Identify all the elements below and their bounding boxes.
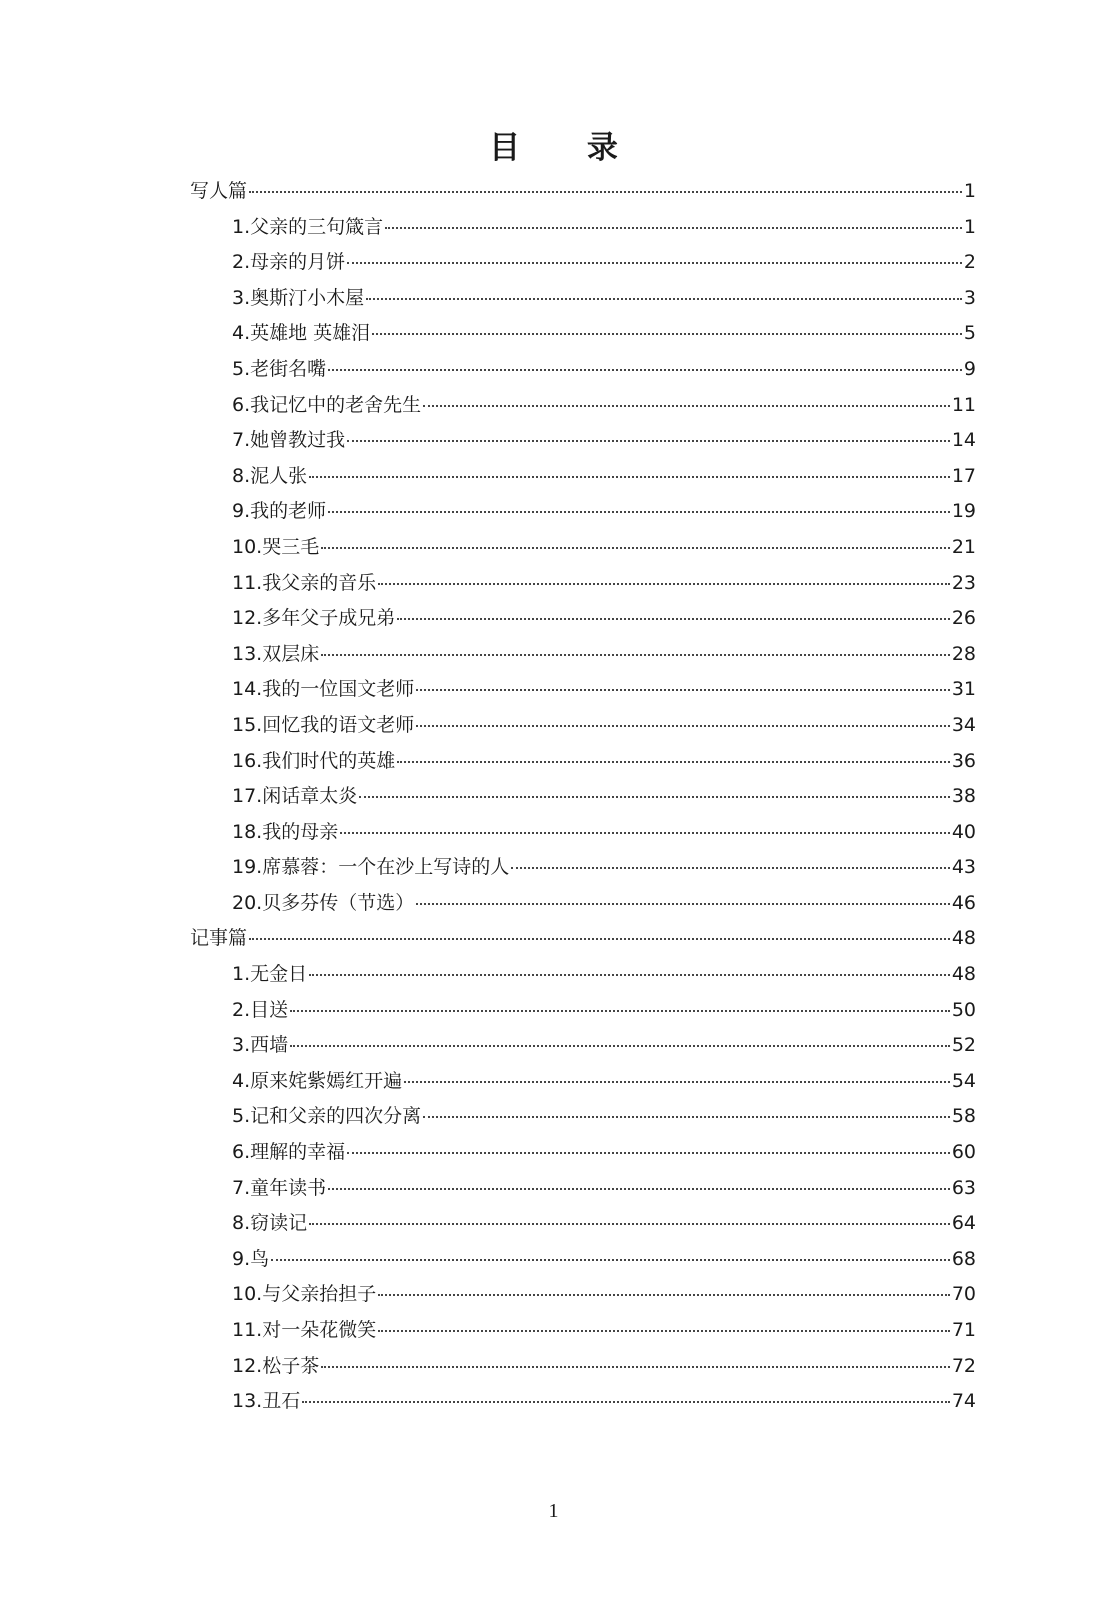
toc-page-number: 74 xyxy=(951,1390,976,1413)
toc-page-number: 34 xyxy=(951,713,976,736)
toc-item[interactable] xyxy=(190,1028,976,1064)
dot-leader xyxy=(416,724,950,727)
toc-page-number: 70 xyxy=(951,1283,976,1306)
dot-leader xyxy=(328,510,950,513)
toc-label: 10.与父亲抬担子 xyxy=(232,1283,377,1306)
toc-page-number: 26 xyxy=(951,607,976,630)
toc-section[interactable] xyxy=(190,174,976,210)
dot-leader xyxy=(347,1151,950,1154)
toc-item[interactable] xyxy=(190,957,976,993)
toc-item[interactable] xyxy=(190,993,976,1029)
toc-label: 12.多年父子成兄弟 xyxy=(232,607,396,630)
toc-page-number: 60 xyxy=(951,1141,976,1164)
toc-label: 9.鸟 xyxy=(232,1247,270,1270)
toc-item[interactable] xyxy=(190,352,976,388)
dot-leader xyxy=(249,190,962,193)
dot-leader xyxy=(328,368,962,371)
toc-page-number: 14 xyxy=(951,429,976,452)
toc-label: 1.父亲的三句箴言 xyxy=(232,215,384,238)
dot-leader xyxy=(385,226,962,229)
dot-leader xyxy=(511,866,950,869)
toc-page-number: 2 xyxy=(963,251,976,274)
toc-item[interactable] xyxy=(190,1384,976,1420)
toc-item[interactable] xyxy=(190,1242,976,1278)
toc-item[interactable] xyxy=(190,388,976,424)
toc-page-number: 3 xyxy=(963,286,976,309)
dot-leader xyxy=(397,760,950,763)
toc-item[interactable] xyxy=(190,245,976,281)
toc-page-number: 17 xyxy=(951,464,976,487)
toc-label: 2.目送 xyxy=(232,998,289,1021)
toc-label: 2.母亲的月饼 xyxy=(232,251,346,274)
toc-label: 12.松子茶 xyxy=(232,1354,320,1377)
dot-leader xyxy=(302,1400,950,1403)
toc-page-number: 28 xyxy=(951,642,976,665)
dot-leader xyxy=(321,1365,950,1368)
toc-item[interactable] xyxy=(190,459,976,495)
toc-label: 6.理解的幸福 xyxy=(232,1141,346,1164)
toc-item[interactable] xyxy=(190,1206,976,1242)
toc-label: 11.对一朵花微笑 xyxy=(232,1319,377,1341)
toc-label: 19.席慕蓉：一个在沙上写诗的人 xyxy=(232,856,510,879)
toc-label: 13.双层床 xyxy=(232,642,320,665)
toc-page-number: 36 xyxy=(951,749,976,772)
toc-label: 5.老街名嘴 xyxy=(232,357,327,380)
toc-page-number: 1 xyxy=(963,215,976,238)
toc-item[interactable] xyxy=(190,601,976,637)
toc-label: 13.丑石 xyxy=(232,1390,301,1413)
dot-leader xyxy=(249,937,950,940)
dot-leader xyxy=(321,653,950,656)
toc-label: 6.我记忆中的老舍先生 xyxy=(232,393,422,416)
dot-leader xyxy=(378,1293,950,1296)
toc-label: 8.窃读记 xyxy=(232,1212,308,1235)
toc-section[interactable] xyxy=(190,921,976,957)
toc-label: 4.英雄地 英雄泪 xyxy=(232,322,371,345)
toc-page-number: 50 xyxy=(951,998,976,1021)
toc-item[interactable] xyxy=(190,494,976,530)
page-title: 目 录 xyxy=(489,130,646,166)
toc-item[interactable] xyxy=(190,672,976,708)
toc-item[interactable] xyxy=(190,316,976,352)
dot-leader xyxy=(416,902,950,905)
dot-leader xyxy=(359,795,950,798)
toc-item[interactable] xyxy=(190,708,976,744)
dot-leader xyxy=(340,831,950,834)
dot-leader xyxy=(404,1080,950,1083)
toc-label: 1.无金日 xyxy=(232,963,308,986)
toc-page-number: 38 xyxy=(951,785,976,808)
toc-item[interactable] xyxy=(190,210,976,246)
toc-page-number: 21 xyxy=(951,535,976,558)
toc-page-number: 5 xyxy=(963,322,976,345)
dot-leader xyxy=(423,404,950,407)
toc-item[interactable] xyxy=(190,886,976,922)
toc-item[interactable] xyxy=(190,744,976,780)
toc-page-number: 48 xyxy=(951,927,976,950)
toc-page-number: 9 xyxy=(963,357,976,380)
table-of-contents xyxy=(190,174,976,1420)
toc-page-number: 11 xyxy=(951,393,976,416)
toc-item[interactable] xyxy=(190,637,976,673)
toc-label: 3.奥斯汀小木屋 xyxy=(232,286,365,309)
toc-page-number: 72 xyxy=(951,1354,976,1377)
toc-label: 写人篇 xyxy=(190,180,248,202)
dot-leader xyxy=(366,297,962,300)
toc-page-number: 46 xyxy=(951,891,976,914)
toc-page-number: 19 xyxy=(951,500,976,523)
toc-label: 14.我的一位国文老师 xyxy=(232,678,415,701)
toc-item[interactable] xyxy=(190,423,976,459)
toc-item[interactable] xyxy=(190,850,976,886)
toc-label: 16.我们时代的英雄 xyxy=(232,749,396,772)
toc-label: 10.哭三毛 xyxy=(232,535,320,558)
toc-item[interactable] xyxy=(190,566,976,602)
toc-item[interactable] xyxy=(190,779,976,815)
dot-leader xyxy=(309,1222,950,1225)
dot-leader xyxy=(290,1044,950,1047)
dot-leader xyxy=(397,617,950,620)
toc-label: 记事篇 xyxy=(190,927,248,950)
page-number: 1 xyxy=(548,1500,559,1522)
toc-label: 7.童年读书 xyxy=(232,1176,327,1199)
toc-label: 15.回忆我的语文老师 xyxy=(232,713,415,736)
toc-item[interactable] xyxy=(190,530,976,566)
toc-item[interactable] xyxy=(190,281,976,317)
dot-leader xyxy=(347,261,962,264)
dot-leader xyxy=(321,546,950,549)
dot-leader xyxy=(416,688,950,691)
toc-item[interactable] xyxy=(190,815,976,851)
dot-leader xyxy=(309,973,950,976)
toc-label: 5.记和父亲的四次分离 xyxy=(232,1105,422,1128)
toc-page-number: 40 xyxy=(951,820,976,843)
dot-leader xyxy=(378,1329,950,1332)
dot-leader xyxy=(328,1187,950,1190)
toc-page-number: 23 xyxy=(951,571,976,594)
dot-leader xyxy=(423,1115,950,1118)
toc-item[interactable] xyxy=(190,1099,976,1135)
dot-leader xyxy=(309,475,950,478)
dot-leader xyxy=(372,332,962,335)
toc-page-number: 71 xyxy=(951,1319,976,1341)
toc-item[interactable] xyxy=(190,1277,976,1313)
toc-page-number: 68 xyxy=(951,1247,976,1270)
toc-page-number: 43 xyxy=(951,856,976,879)
toc-page-number: 48 xyxy=(951,963,976,986)
toc-page-number: 54 xyxy=(951,1069,976,1092)
toc-page-number: 58 xyxy=(951,1105,976,1128)
toc-page-number: 1 xyxy=(963,180,976,202)
toc-label: 18.我的母亲 xyxy=(232,820,339,843)
toc-item[interactable] xyxy=(190,1349,976,1385)
toc-label: 17.闲话章太炎 xyxy=(232,785,358,808)
dot-leader xyxy=(378,582,950,585)
toc-label: 11.我父亲的音乐 xyxy=(232,571,377,594)
dot-leader xyxy=(290,1009,950,1012)
toc-label: 3.西墙 xyxy=(232,1034,289,1057)
toc-label: 4.原来姹紫嫣红开遍 xyxy=(232,1069,403,1092)
toc-page-number: 64 xyxy=(951,1212,976,1235)
toc-label: 20.贝多芬传（节选） xyxy=(232,891,415,914)
toc-page-number: 52 xyxy=(951,1034,976,1057)
toc-item[interactable] xyxy=(190,1135,976,1171)
toc-item[interactable] xyxy=(190,1313,976,1349)
toc-label: 8.泥人张 xyxy=(232,464,308,487)
toc-label: 7.她曾教过我 xyxy=(232,429,346,452)
toc-page-number: 31 xyxy=(951,678,976,701)
dot-leader xyxy=(347,439,950,442)
toc-item[interactable] xyxy=(190,1171,976,1207)
toc-item[interactable] xyxy=(190,1064,976,1100)
toc-label: 9.我的老师 xyxy=(232,500,327,523)
toc-page-number: 63 xyxy=(951,1176,976,1199)
dot-leader xyxy=(271,1258,950,1261)
